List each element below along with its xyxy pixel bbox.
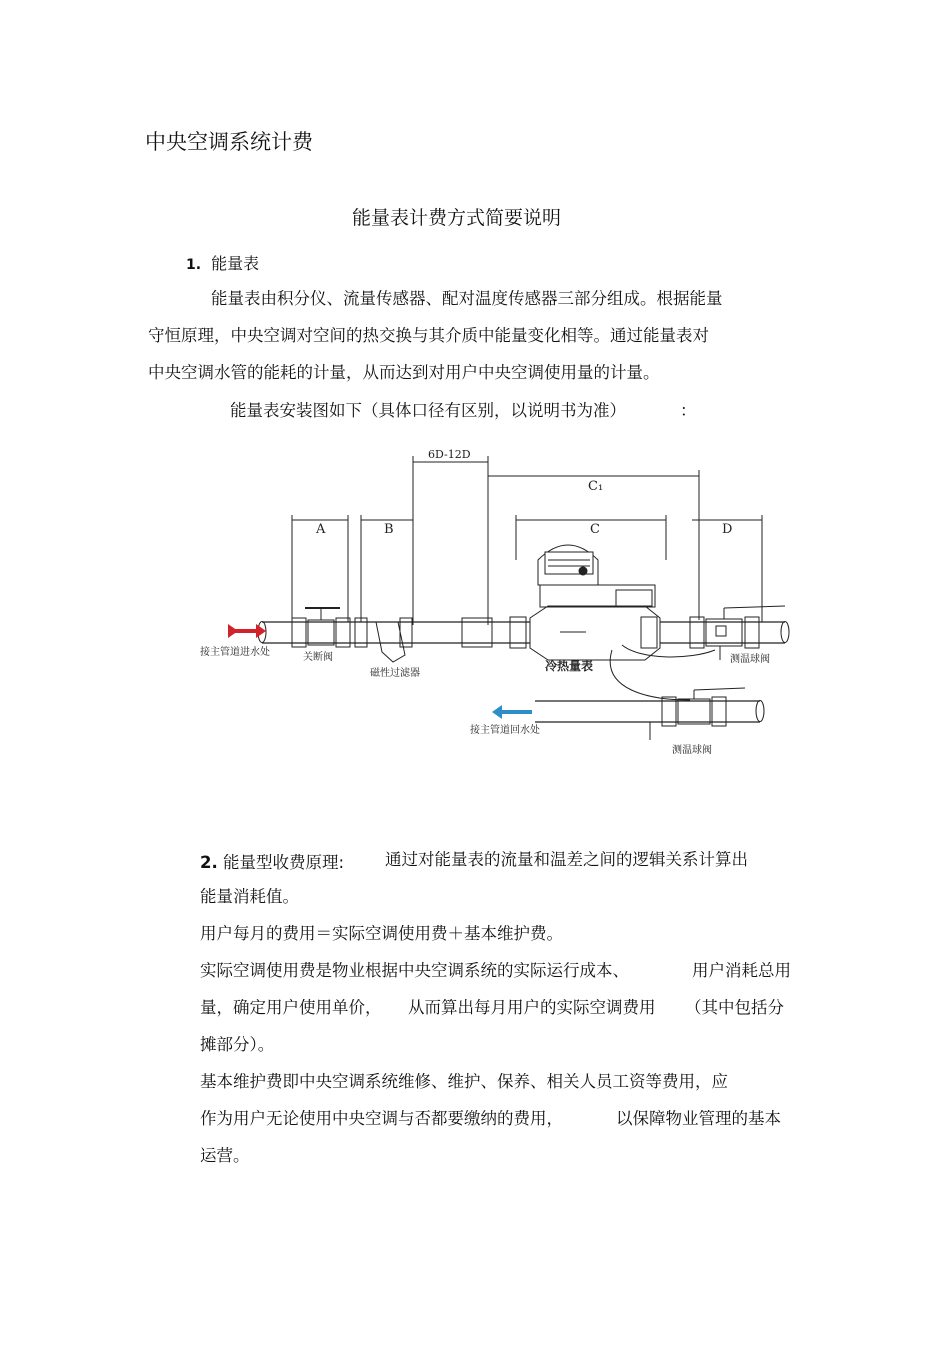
section-title: 能量表计费方式简要说明 (352, 207, 562, 229)
section-2-number: 2. (200, 853, 218, 872)
install-intro: 能量表安装图如下（具体口径有区别，以说明书为准） (230, 401, 626, 420)
paragraph-line: 守恒原理，中央空调对空间的热交换与其介质中能量变化相等。通过能量表对 (148, 326, 709, 345)
section-2-heading-text: 能量型收费原理: (223, 853, 345, 872)
paragraph-line: 用户消耗总用 (692, 961, 791, 980)
paragraph-line: （其中包括分 (685, 998, 784, 1017)
paragraph-line: 中央空调水管的能耗的计量，从而达到对用户中央空调使用量的计量。 (148, 363, 660, 382)
label-shutoff-valve: 关断阀 (303, 652, 333, 663)
inlet-arrow-icon (228, 624, 266, 638)
dim-label-c1: C₁ (588, 479, 604, 494)
label-ball-valve-top: 测温球阀 (730, 654, 770, 665)
dim-label-a: A (316, 522, 326, 537)
dim-label-6d12d: 6D-12D (428, 448, 471, 461)
paragraph-line: 通过对能量表的流量和温差之间的逻辑关系计算出 (385, 850, 748, 869)
paragraph-line: 能量表由积分仪、流量传感器、配对温度传感器三部分组成。根据能量 (211, 289, 723, 308)
paragraph-line: 实际空调使用费是物业根据中央空调系统的实际运行成本、 (200, 961, 629, 980)
section-1-number: 1. (186, 257, 202, 273)
section-2-heading (200, 849, 344, 873)
paragraph-line: 运营。 (200, 1146, 250, 1165)
install-intro-colon: ： (680, 401, 697, 420)
dim-label-c: C (590, 522, 600, 537)
label-energy-meter: 冷热量表 (545, 659, 594, 673)
magnetic-filter (376, 622, 405, 662)
document-title: 中央空调系统计费 (145, 130, 313, 154)
paragraph-line: 从而算出每月用户的实际空调费用 (408, 998, 656, 1017)
ball-valve-top (706, 619, 742, 646)
paragraph-line: 用户每月的费用＝实际空调使用费＋基本维护费。 (200, 924, 563, 943)
label-inlet: 接主管道进水处 (200, 647, 270, 658)
paragraph-line: 摊部分）。 (200, 1035, 275, 1054)
label-ball-valve-bottom: 测温球阀 (672, 745, 712, 756)
label-return: 接主管道回水处 (470, 725, 540, 736)
paragraph-line: 基本维护费即中央空调系统维修、维护、保养、相关人员工资等费用，应 (200, 1072, 728, 1091)
sensor-cable (622, 645, 715, 657)
paragraph-line: 以保障物业管理的基本 (616, 1109, 781, 1128)
paragraph-line: 作为用户无论使用中央空调与否都要缴纳的费用， (200, 1109, 563, 1128)
dim-label-d: D (722, 522, 733, 537)
paragraph-line: 能量消耗值。 (200, 887, 299, 906)
ball-valve-bottom (678, 699, 710, 724)
section-1-heading-text: 能量表 (211, 254, 260, 273)
dim-label-b: B (384, 522, 394, 537)
label-magnetic-filter: 磁性过滤器 (370, 668, 420, 679)
sensor-cable (610, 650, 690, 700)
return-arrow-icon (492, 705, 532, 719)
paragraph-line: 量，确定用户使用单价， (200, 998, 382, 1017)
shutoff-valve (308, 620, 334, 645)
pipe-fitting (641, 617, 657, 648)
